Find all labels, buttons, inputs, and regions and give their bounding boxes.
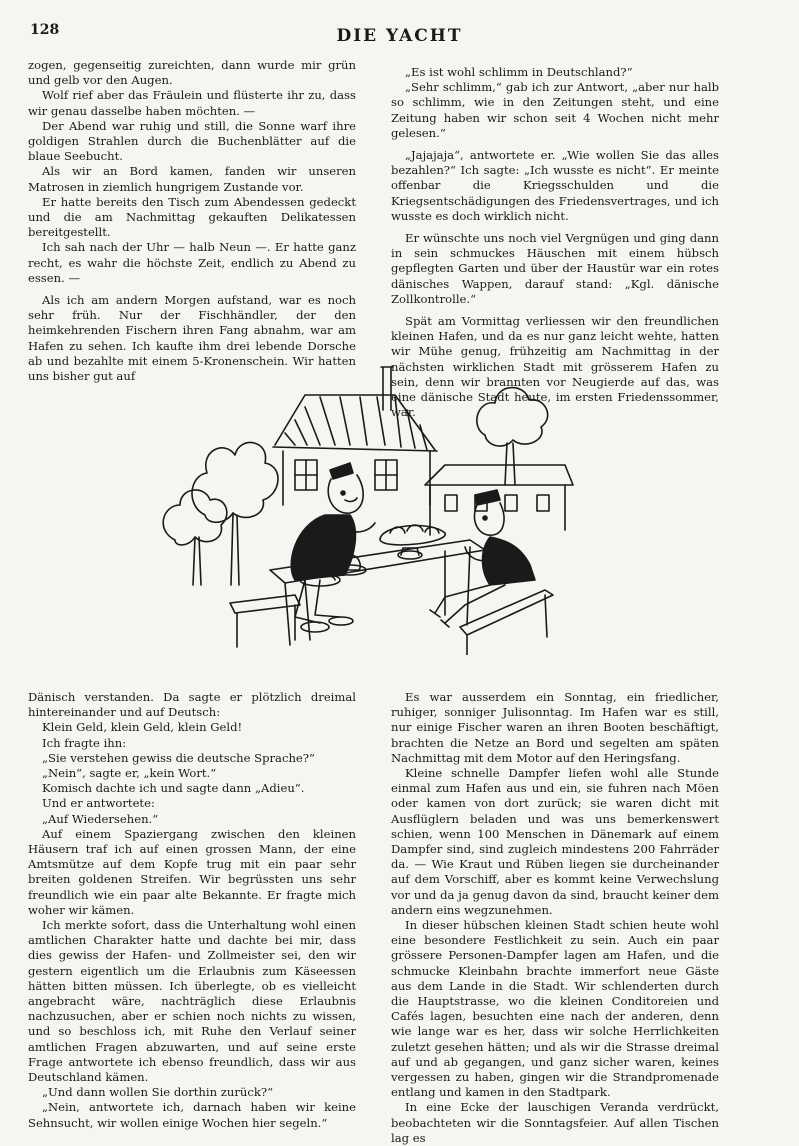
paragraph: Und er antwortete: <box>42 796 155 811</box>
paragraph: Klein Geld, klein Geld, klein Geld! <box>42 720 243 735</box>
paragraph: Als wir an Bord kamen, fanden wir unseren Matrosen in ziemlich hungrigem Zustande vor. <box>28 164 356 194</box>
house-wall <box>283 451 430 505</box>
column-top-left <box>28 58 356 384</box>
tree-left <box>163 443 278 585</box>
paragraph: „Sehr schlimm,“ gab ich zur Antwort, „aber nur halb so schlimm, wie in den Zeitungen steht, und eine Zeitung haben wir schon seit 4 Wochen nicht mehr gelesen.“ <box>391 80 719 140</box>
figure-left-man <box>291 463 375 632</box>
paragraph: Ich sah nach der Uhr — halb Neun —. Er hatte ganz recht, es wahr die höchste Zeit, endlich zu Abend zu essen. — <box>28 240 356 285</box>
paragraph: Er hatte bereits den Tisch zum Abendessen gedeckt und die am Nachmittag gekauften Delikatessen bereitgestellt. <box>28 194 356 240</box>
chimney <box>381 367 393 410</box>
paragraph: „Nein“, sagte er, „kein Wort.“ <box>42 766 217 781</box>
paragraph: Ich merkte sofort, dass die Unterhaltung wohl einen amtlichen Charakter hatte und dachte bei mir, dass dies gewiss der Hafen- und Zollmeister sei, den wir gestern eigentlich um die Erlaubnis zum Käseessen hätten bitten müssen. Ich überlegte, ob es vielleicht angebracht wäre, nachträglich diese Erlaubnis nachzusuchen, aber er schien noch nichts zu wissen, und so beschloss ich, mit Ruhe den Verlauf seiner amtlichen Fragen abzuwarten, und auf seine erste Frage antwortete ich ebenso freundlich, dass wir aus Deutschland kämen. <box>28 918 356 1085</box>
tree-right <box>477 388 548 485</box>
paragraph: In dieser hübschen kleinen Stadt schien heute wohl eine besondere Festlichkeit zu sein. Auch ein paar grössere Personen-Dampfer lagen am Hafen, und die schmucke Kleinbahn brachte immerfort neue Gäste aus dem Lande in die Stadt. Wir schlenderten durch die Hauptstrasse, wo die kleinen Conditoreien und Cafés lagen, besuchten eine nach der anderen, denn wie lange war es her, dass wir solche Herrlichkeiten zuletzt gesehen hätten; und als wir die Strasse dreimal auf und ab gegangen, und ganz sicher waren, keines vergessen zu haben, gingen wir die Strandpromenade entlang und kamen in den Stadtpark. <box>391 918 719 1100</box>
paragraph: zogen, gegenseitig zureichten, dann wurde mir grün und gelb vor den Augen. <box>28 58 356 88</box>
running-head: DIE YACHT <box>336 26 463 46</box>
paragraph: „Nein, antwortete ich, darnach haben wir keine Sehnsucht, wir wollen einige Wochen hier segeln.“ <box>28 1100 356 1130</box>
paragraph: Als ich am andern Morgen aufstand, war es noch sehr früh. Nur der Fischhändler, der den heimkehrenden Fischern ihren Fang abnahm, war am Hafen zu sehen. Ich kaufte ihm drei lebende Dorsche ab und bezahlte mit einem 5-Kronenschein. Wir hatten uns bisher gut auf <box>28 293 356 384</box>
column-bottom-left <box>28 690 356 1131</box>
column-bottom-right <box>391 690 719 1146</box>
paragraph: „Auf Wiedersehen.“ <box>42 811 159 826</box>
paragraph: Dänisch verstanden. Da sagte er plötzlich dreimal hintereinander und auf Deutsch: <box>28 690 356 720</box>
paragraph: „Sie verstehen gewiss die deutsche Sprache?“ <box>42 750 315 765</box>
paragraph: Auf einem Spaziergang zwischen den kleinen Häusern traf ich auf einen grossen Mann, der eine Amtsmütze auf dem Kopfe trug mit ein paar sehr breiten goldenen Streifen. Wir begrüssten uns sehr freundlich wie ein paar alte Bekannte. Er fragte mich woher wir kämen. <box>28 826 356 917</box>
paragraph: Er wünschte uns noch viel Vergnügen und ging dann in sein schmuckes Häuschen mit einem hübsch gepflegten Garten und über der Haustür war ein rotes dänisches Wappen, darauf stand: „Kgl. dänische Zollkontrolle.“ <box>391 231 719 306</box>
house-roof <box>273 395 437 451</box>
paragraph: Wolf rief aber das Fräulein und flüsterte ihr zu, dass wir genau dasselbe haben möchten. — <box>28 88 356 118</box>
paragraph: Ich fragte ihn: <box>42 735 127 750</box>
paragraph: „Und dann wollen Sie dorthin zurück?“ <box>42 1085 274 1100</box>
paragraph: „Jajajaja“, antwortete er. „Wie wollen Sie das alles bezahlen?“ Ich sagte: „Ich wusste es nicht“. Er meinte offenbar die Kriegsschulden und die Kriegsentschädigungen des Friedensvertrages, und ich wusste es doch wirklich nicht. <box>391 148 719 223</box>
paragraph: Der Abend war ruhig und still, die Sonne warf ihre goldigen Strahlen durch die Buchenblätter auf die blaue Seebucht. <box>28 118 356 164</box>
paragraph: Spät am Vormittag verliessen wir den freundlichen kleinen Hafen, und da es nur ganz leicht wehte, hatten wir Mühe genug, frühzeitig am Nachmittag in der nächsten wirklichen Stadt mit grösserem Hafen zu sein, denn wir brannten vor Neugierde auf das, was eine dänische Stadt heute, im ersten Friedenssommer, war. <box>391 314 719 420</box>
paragraph: Komisch dachte ich und sagte dann „Adieu“. <box>42 781 305 796</box>
page-number: 128 <box>30 22 60 38</box>
paragraph: In eine Ecke der lauschigen Veranda verdrückt, beobachteten wir die Sonntagsfeier. Auf allen Tischen lag es <box>391 1100 719 1145</box>
paragraph: Es war ausserdem ein Sonntag, ein friedlicher, ruhiger, sonniger Julisonntag. Im Hafen war es still, nur einige Fischer waren an ihren Booten beschäftigt, brachten die Netze an Bord und segelten am späten Nachmittag mit dem Motor auf den Heringsfang. <box>391 690 719 765</box>
illustration-cafe-scene <box>145 355 585 655</box>
paragraph: Kleine schnelle Dampfer liefen wohl alle Stunde einmal zum Hafen aus und ein, sie fuhren nach Möen oder kamen von dort zurück; sie waren dicht mit Ausflüglern beladen und was uns bemerkenswert schien, wenn 100 Menschen in Dänemark auf einem Dampfer sind, sind zugleich mindestens 200 Fahrräder da. — Wie Kraut und Rüben liegen sie durcheinander auf dem Vorschiff, aber es kommt keine Verwechslung vor und da ja genug davon da sind, braucht keiner dem andern eins wegzunehmen. <box>391 766 719 917</box>
paragraph: „Es ist wohl schlimm in Deutschland?“ <box>405 65 633 79</box>
